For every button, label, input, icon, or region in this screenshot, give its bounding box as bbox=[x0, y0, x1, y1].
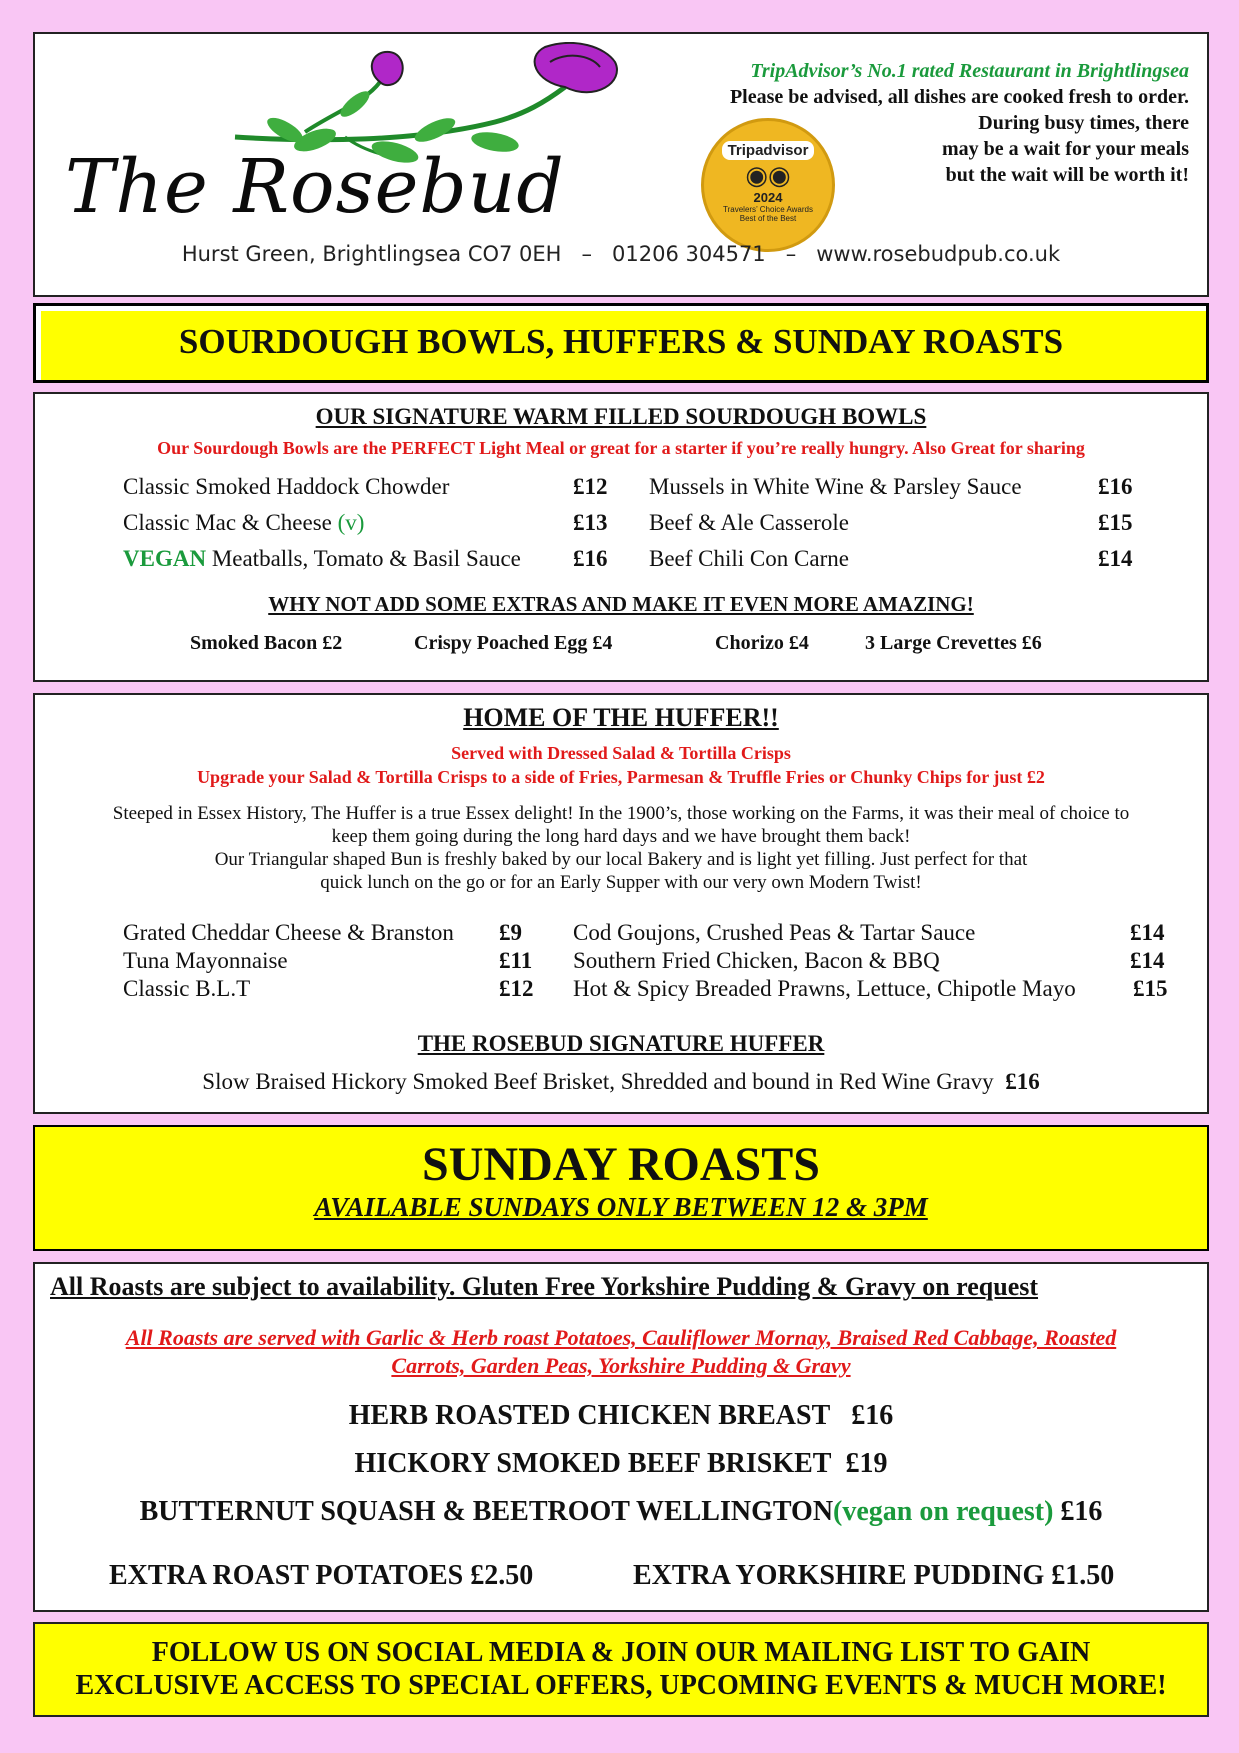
menu-price: £19 bbox=[845, 1448, 888, 1479]
menu-price: £14 bbox=[1098, 546, 1133, 571]
huffer-section bbox=[33, 693, 1209, 1114]
extra-item: Crispy Poached Egg £4 bbox=[414, 632, 613, 654]
menu-price: £16 bbox=[1060, 1496, 1103, 1527]
vegan-note: (vegan on request) bbox=[833, 1496, 1054, 1527]
tripadvisor-tagline: TripAdvisor’s No.1 rated Restaurant in Brightlingsea bbox=[750, 60, 1189, 82]
badge-brand: Tripadvisor bbox=[722, 141, 815, 160]
signature-huffer-item: Slow Braised Hickory Smoked Beef Brisket, Shredded and bound in Red Wine Gravy £16 bbox=[202, 1069, 1040, 1094]
sunday-roasts-title: SUNDAY ROASTS bbox=[422, 1138, 820, 1191]
roast-item: HICKORY SMOKED BEEF BRISKET £19 bbox=[354, 1448, 888, 1479]
huffer-heading: HOME OF THE HUFFER!! bbox=[463, 703, 779, 732]
menu-item: Classic B.L.T bbox=[123, 976, 251, 1001]
notice-line: may be a wait for your meals bbox=[941, 138, 1189, 160]
menu-price: £14 bbox=[1130, 920, 1165, 945]
vegetarian-tag: (v) bbox=[337, 510, 365, 535]
huffer-description: Steeped in Essex History, The Huffer is a true Essex delight! In the 1900’s, those working on the Farms, it was their meal of choice to keep them going during the long hard days and we have brought them back! Our Triangular shaped Bun is freshly baked by our local Bakery and is light yet filling. Just perfect for that quick lunch on the go or for an Early Supper with our very own Modern Twist! bbox=[112, 803, 1130, 893]
badge-award: Travelers’ Choice Awards Best of the Best bbox=[723, 205, 813, 223]
menu-price: £15 bbox=[1133, 976, 1168, 1001]
sourdough-section bbox=[33, 392, 1209, 682]
badge-year: 2024 bbox=[753, 190, 783, 205]
sourdough-heading: OUR SIGNATURE WARM FILLED SOURDOUGH BOWLS bbox=[315, 404, 927, 429]
menu-item: Classic Mac & Cheese (v) bbox=[123, 510, 365, 535]
menu-item: Mussels in White Wine & Parsley Sauce bbox=[649, 474, 1022, 499]
logo-wordmark: The Rosebud bbox=[65, 144, 565, 230]
menu-item: Hot & Spicy Breaded Prawns, Lettuce, Chipotle Mayo bbox=[573, 976, 1076, 1001]
roasts-served-with: All Roasts are served with Garlic & Herb roast Potatoes, Cauliflower Mornay, Braised Red Cabbage, Roasted Carrots, Garden Peas, Yorkshire Pudding & Gravy bbox=[125, 1325, 1117, 1378]
address-line: Hurst Green, Brightlingsea CO7 0EH – 01206 304571 – www.rosebudpub.co.uk bbox=[181, 242, 1061, 266]
menu-price: £15 bbox=[1098, 510, 1133, 535]
notice-line: During busy times, there bbox=[978, 112, 1189, 134]
huffer-upgrade: Upgrade your Salad & Tortilla Crisps to a side of Fries, Parmesan & Truffle Fries or Chunky Chips for just £2 bbox=[197, 767, 1045, 787]
menu-price: £16 bbox=[573, 546, 608, 571]
vegan-tag: VEGAN bbox=[123, 546, 207, 571]
menu-price: £14 bbox=[1130, 948, 1165, 973]
roast-extra: EXTRA ROAST POTATOES £2.50 bbox=[109, 1560, 534, 1591]
sourdough-tagline: Our Sourdough Bowls are the PERFECT Light Meal or great for a starter if you’re really hungry. Also Great for sharing bbox=[157, 438, 1085, 458]
menu-item: VEGAN Meatballs, Tomato & Basil Sauce bbox=[123, 546, 521, 571]
menu-item: Southern Fried Chicken, Bacon & BBQ bbox=[573, 948, 940, 973]
sunday-roasts-subtitle: AVAILABLE SUNDAYS ONLY BETWEEN 12 & 3PM bbox=[314, 1192, 928, 1222]
menu-price: £12 bbox=[573, 474, 608, 499]
huffer-served-with: Served with Dressed Salad & Tortilla Crisps bbox=[451, 743, 791, 763]
roast-extra: EXTRA YORKSHIRE PUDDING £1.50 bbox=[633, 1560, 1115, 1591]
menu-price: £13 bbox=[573, 510, 608, 535]
title-band bbox=[33, 303, 1209, 383]
menu-price: £11 bbox=[499, 948, 533, 973]
menu-price: £9 bbox=[499, 920, 522, 945]
menu-price: £16 bbox=[1005, 1069, 1040, 1094]
menu-price: £16 bbox=[851, 1400, 894, 1431]
menu-price: £16 bbox=[1098, 474, 1133, 499]
notice-line: Please be advised, all dishes are cooked fresh to order. bbox=[729, 86, 1189, 108]
footer-band bbox=[33, 1622, 1209, 1717]
menu-item: Beef Chili Con Carne bbox=[649, 546, 849, 571]
roast-item: HERB ROASTED CHICKEN BREAST £16 bbox=[348, 1400, 894, 1431]
header-notice bbox=[730, 58, 1189, 188]
menu-item: Cod Goujons, Crushed Peas & Tartar Sauce bbox=[573, 920, 976, 945]
menu-item: Beef & Ale Casserole bbox=[649, 510, 849, 535]
roasts-availability: All Roasts are subject to availability. Gluten Free Yorkshire Pudding & Gravy on request bbox=[50, 1272, 1039, 1301]
header-panel bbox=[33, 32, 1209, 297]
extra-item: Smoked Bacon £2 bbox=[190, 632, 343, 654]
title-band-text: SOURDOUGH BOWLS, HUFFERS & SUNDAY ROASTS bbox=[178, 322, 1064, 361]
footer-line: EXCLUSIVE ACCESS TO SPECIAL OFFERS, UPCOMING EVENTS & MUCH MORE! bbox=[75, 1670, 1167, 1701]
menu-item: Classic Smoked Haddock Chowder bbox=[123, 474, 450, 499]
menu-item: Tuna Mayonnaise bbox=[123, 948, 288, 973]
owl-icon: ◉◉ bbox=[745, 160, 791, 190]
extra-item: 3 Large Crevettes £6 bbox=[865, 632, 1042, 654]
notice-line: but the wait will be worth it! bbox=[945, 164, 1189, 186]
sunday-roasts-band bbox=[33, 1125, 1209, 1251]
roasts-section bbox=[33, 1262, 1209, 1612]
menu-item: Grated Cheddar Cheese & Branston bbox=[123, 920, 454, 945]
roast-item: BUTTERNUT SQUASH & BEETROOT WELLINGTON(vegan on request) £16 bbox=[139, 1496, 1103, 1527]
extra-item: Chorizo £4 bbox=[715, 632, 809, 654]
signature-huffer-heading: THE ROSEBUD SIGNATURE HUFFER bbox=[417, 1031, 825, 1056]
extras-heading: WHY NOT ADD SOME EXTRAS AND MAKE IT EVEN MORE AMAZING! bbox=[268, 592, 974, 616]
menu-price: £12 bbox=[499, 976, 534, 1001]
footer-line: FOLLOW US ON SOCIAL MEDIA & JOIN OUR MAILING LIST TO GAIN bbox=[151, 1637, 1091, 1668]
